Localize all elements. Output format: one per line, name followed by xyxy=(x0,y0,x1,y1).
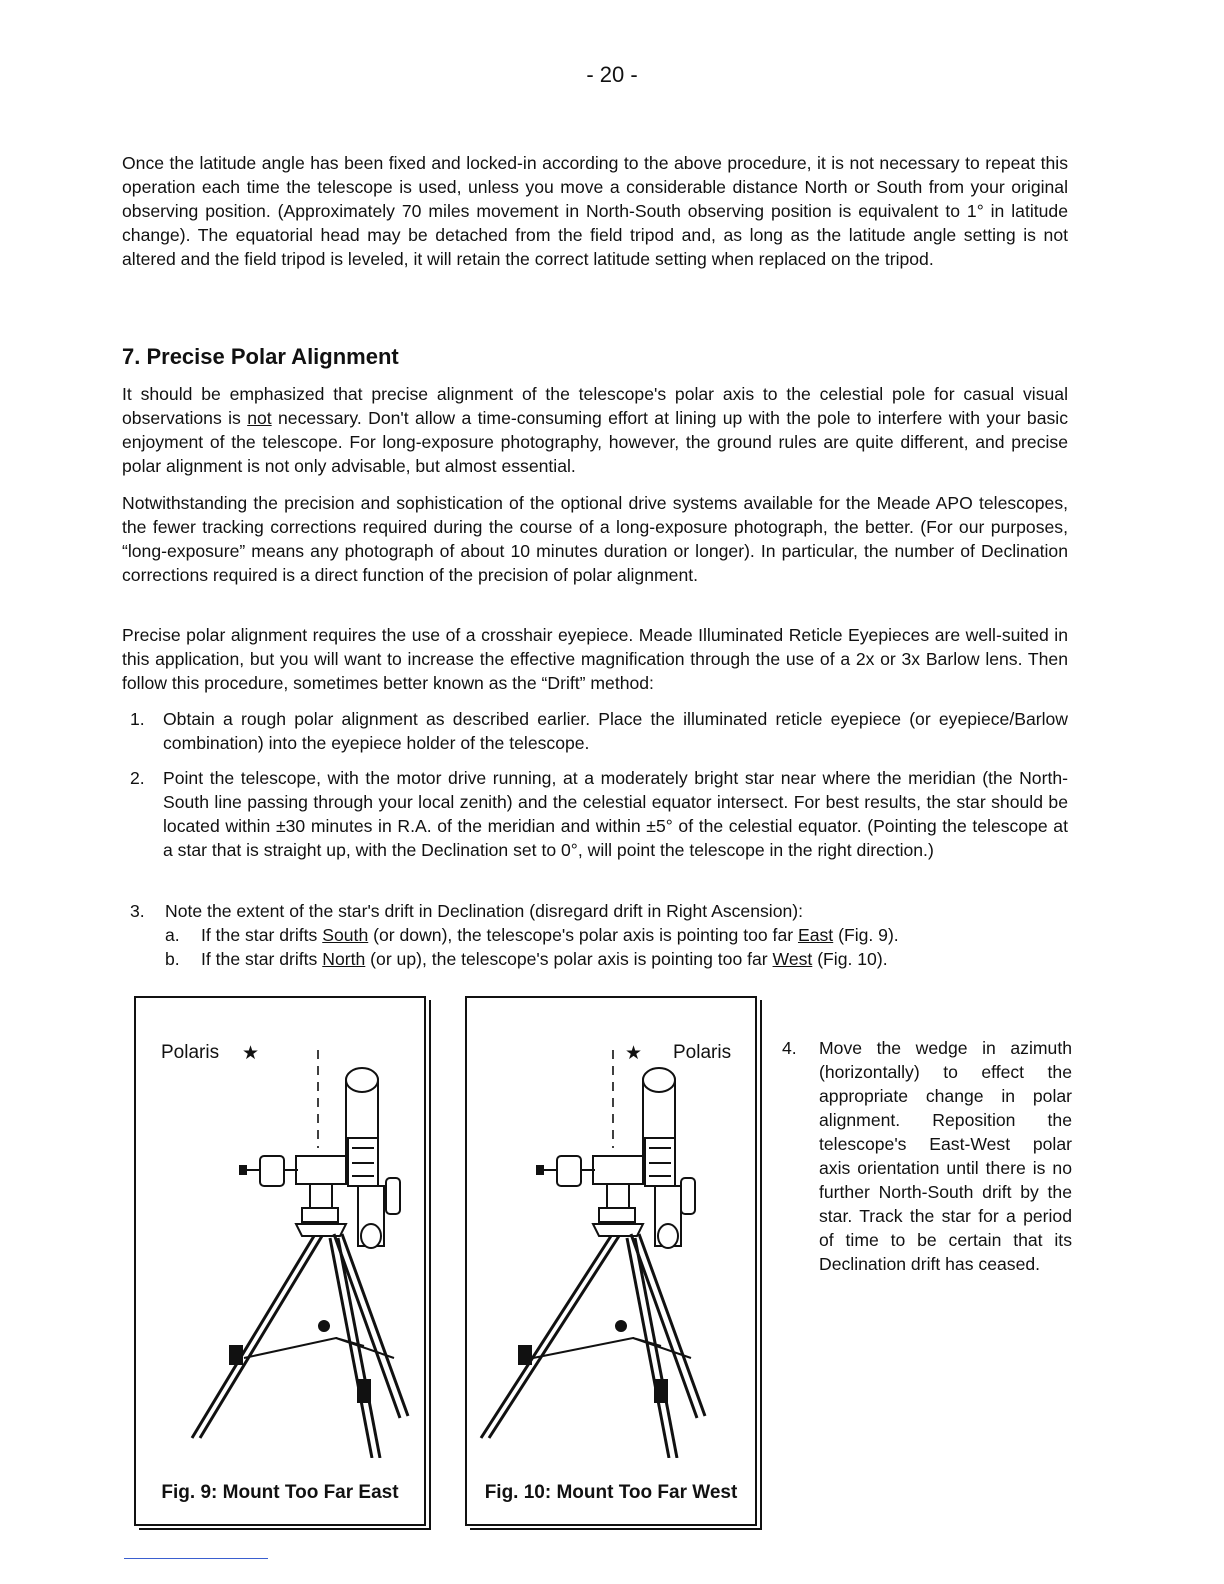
figure-caption: Fig. 10: Mount Too Far West xyxy=(484,1482,738,1503)
intro-paragraph: Once the latitude angle has been fixed and locked-in according to the above procedure, it is not necessary to repeat this operation each time the telescope is used, unless you move a considerable distance North or South from your original observing position. (Approximately 70 miles movement in North-South observing position is equivalent to 1° in latitude change). The equatorial head may be detached from the field tripod and, as long as the latitude angle setting is not altered and the field tripod is leveled, it will retain the correct latitude setting when replaced on the tripod. xyxy=(122,153,1068,269)
polaris-label: Polaris xyxy=(673,1042,732,1063)
polaris-label: Polaris xyxy=(161,1042,220,1063)
telescope-tripod-illustration xyxy=(467,998,755,1458)
star-icon: ★ xyxy=(242,1043,260,1064)
p1-before: It should be emphasized that precise alignment of the telescope's polar axis to the celestial pole for casual visual observations is xyxy=(122,384,1068,428)
substep-letter: b. xyxy=(165,949,180,969)
footnote-divider xyxy=(124,1558,268,1559)
paragraph-2: Notwithstanding the precision and sophistication of the optional drive systems available for the Meade APO telescopes, the fewer tracking corrections required during the course of a long-exposure photograph, the better. (For our purposes, “long-exposure” means any photograph of about 10 minutes duration or longer). In particular, the number of Declination corrections required is a direct function of the precision of polar alignment. xyxy=(122,493,1068,585)
step-text: Point the telescope, with the motor drive running, at a moderately bright star near where the meridian (the North-South line passing through your local zenith) and the celestial equator intersect. For best results, the star should be located within ±30 minutes in R.A. of the meridian and within ±5° of the celestial equator. (Pointing the telescope at a star that is straight up, with the Declination set to 0°, will point the telescope in the right direction.) xyxy=(163,768,1068,860)
figure-10 xyxy=(465,996,757,1526)
step-number: 1. xyxy=(130,709,145,729)
telescope-tripod-illustration xyxy=(136,998,424,1458)
step-number: 2. xyxy=(130,768,145,788)
step-number: 3. xyxy=(130,901,145,921)
section-heading: 7. Precise Polar Alignment xyxy=(122,344,399,369)
paragraph-1 xyxy=(122,382,1068,478)
substep-text: If the star drifts North (or up), the telescope's polar axis is pointing too far West (Fig. 10). xyxy=(201,949,888,969)
star-icon: ★ xyxy=(625,1043,643,1064)
substep-letter: a. xyxy=(165,925,180,945)
step-number: 4. xyxy=(782,1038,797,1058)
paragraph-3: Precise polar alignment requires the use of a crosshair eyepiece. Meade Illuminated Reticle Eyepieces are well-suited in this application, but you will want to increase the effective magnification through the use of a 2x or 3x Barlow lens. Then follow this procedure, sometimes better known as the “Drift” method: xyxy=(122,625,1068,693)
step-text: Note the extent of the star's drift in Declination (disregard drift in Right Ascension): xyxy=(165,901,804,921)
p1-underlined: not xyxy=(247,408,272,428)
step-text: Obtain a rough polar alignment as described earlier. Place the illuminated reticle eyepiece (or eyepiece/Barlow combination) into the eyepiece holder of the telescope. xyxy=(163,709,1068,753)
step-text: Move the wedge in azimuth (horizontally) to effect the appropriate change in polar alignment. Reposition the telescope's East-West polar axis orientation until there is no further North-South drift by the star. Track the star for a period of time to be certain that its Declination drift has ceased. xyxy=(819,1038,1072,1274)
page-number: - 20 - xyxy=(586,62,638,87)
substep-text: If the star drifts South (or down), the telescope's polar axis is pointing too far East (Fig. 9). xyxy=(201,925,899,945)
figure-caption: Fig. 9: Mount Too Far East xyxy=(161,1482,399,1503)
figure-9 xyxy=(134,996,426,1526)
p1-after: necessary. Don't allow a time-consuming effort at lining up with the pole to interfere with your basic enjoyment of the telescope. For long-exposure photography, however, the ground rules are quite different, and precise polar alignment is not only advisable, but almost essential. xyxy=(122,408,1068,476)
